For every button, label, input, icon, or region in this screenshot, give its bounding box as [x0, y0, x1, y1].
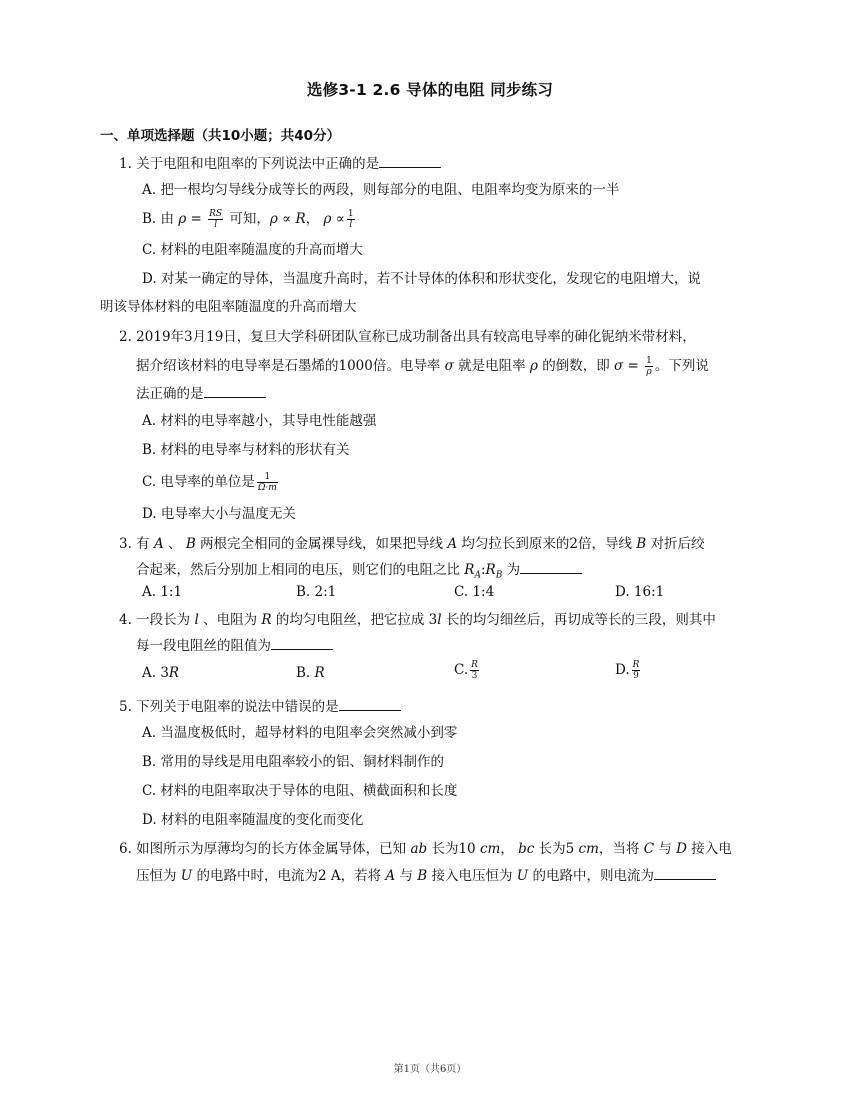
question-1-option-b: B. 由 ρ = $\frac{RS}{l}$ 可知，ρ ∝ R， ρ ∝ $\frac{1}{l}$ — [142, 209, 354, 230]
page-title: 选修3-1 2.6 导体的电阻 同步练习 — [306, 81, 554, 99]
question-4-option-b: B. R — [296, 665, 325, 681]
question-4-option-c: C. $\frac{R}{3}$ — [454, 660, 478, 681]
question-2-line1: 2. 2019年3月19日，复旦大学科研团队宣称已成功制备出具有较高电导率的砷化铌纳米带材料， — [119, 329, 696, 345]
question-1-stem: 1. 关于电阻和电阻率的下列说法中正确的是 — [119, 155, 441, 173]
question-4-option-a: A. 3R — [142, 665, 180, 681]
question-3-option-b: B. 2:1 — [296, 584, 337, 600]
question-2-option-d: D. 电导率大小与温度无关 — [142, 506, 296, 522]
question-5-option-b: B. 常用的导线是用电阻率较小的铝、铜材料制作的 — [142, 754, 445, 770]
question-1-option-d-line1: D. 对某一确定的导体，当温度升高时，若不计导体的体积和形状变化，发现它的电阻增大，说 — [142, 271, 701, 287]
question-5-option-c: C. 材料的电阻率取决于导体的电阻、横截面积和长度 — [142, 783, 458, 799]
answer-blank — [379, 155, 441, 168]
question-4-line2: 每一段电阻丝的阻值为 — [136, 637, 333, 655]
question-1-option-c: C. 材料的电阻率随温度的升高而增大 — [142, 242, 363, 258]
question-5-stem: 5. 下列关于电阻率的说法中错误的是 — [119, 698, 401, 716]
fraction-1-over-l: $\frac{1}{l}$ — [347, 209, 354, 230]
fraction-r-over-3: $\frac{R}{3}$ — [471, 660, 478, 681]
page-footer: 第1页（共6页） — [393, 1064, 467, 1075]
answer-blank — [654, 867, 716, 880]
question-1-option-a: A. 把一根均匀导线分成等长的两段，则每部分的电阻、电阻率均变为原来的一半 — [142, 182, 620, 198]
question-6-line1: 6. 如图所示为厚薄均匀的长方体金属导体，已知 ab 长为10 cm， bc 长为5 cm，当将 C 与 D 接入电 — [119, 841, 732, 857]
question-4-line1: 4. 一段长为 l 、电阻为 R 的均匀电阻丝，把它拉成 3l 长的均匀细丝后，再切成等长的三段，则其中 — [119, 612, 716, 628]
question-6-line2: 压恒为 U 的电路中时，电流为2 A，若将 A 与 B 接入电压恒为 U 的电路中，则电流为 — [136, 867, 716, 885]
question-3-option-c: C. 1:4 — [454, 584, 495, 600]
question-5-option-d: D. 材料的电阻率随温度的变化而变化 — [142, 812, 364, 828]
answer-blank — [271, 637, 333, 650]
question-2-line3: 法正确的是 — [136, 385, 266, 403]
question-3-line1: 3. 有 A 、 B 两根完全相同的金属裸导线，如果把导线 A 均匀拉长到原来的2倍，导线 B 对折后绞 — [119, 536, 705, 552]
fraction-rs-over-l: $\frac{RS}{l}$ — [209, 209, 223, 230]
fraction-r-over-9: $\frac{R}{9}$ — [632, 660, 640, 681]
question-2-option-b: B. 材料的电导率与材料的形状有关 — [142, 442, 350, 458]
question-1-option-d-line2: 明该导体材料的电阻率随温度的升高而增大 — [100, 299, 357, 315]
fraction-unit: $\frac{1}{\Omega\cdot m}$ — [257, 472, 277, 493]
question-3-line2: 合起来，然后分别加上相同的电压，则它们的电阻之比 $R_A:R_B$ 为 — [136, 561, 582, 585]
answer-blank — [339, 698, 401, 711]
answer-blank — [204, 385, 266, 398]
question-5-option-a: A. 当温度极低时，超导材料的电阻率会突然减小到零 — [142, 725, 458, 741]
fraction-1-over-rho: $\frac{1}{\rho}$ — [646, 356, 652, 377]
question-2-line2: 据介绍该材料的电导率是石墨烯的1000倍。电导率 σ 就是电阻率 ρ 的倒数，即 σ = $\frac{1}{\rho}$ 。下列说 — [136, 356, 709, 377]
question-3-option-d: D. 16:1 — [615, 584, 665, 600]
answer-blank — [520, 561, 582, 574]
question-2-option-a: A. 材料的电导率越小，其导电性能越强 — [142, 413, 377, 429]
question-3-option-a: A. 1:1 — [142, 584, 183, 600]
section-heading: 一、单项选择题（共10小题；共40分） — [100, 128, 341, 144]
question-2-option-c: C. 电导率的单位是 $\frac{1}{\Omega\cdot m}$ — [142, 472, 277, 493]
question-4-option-d: D. $\frac{R}{9}$ — [615, 660, 640, 681]
